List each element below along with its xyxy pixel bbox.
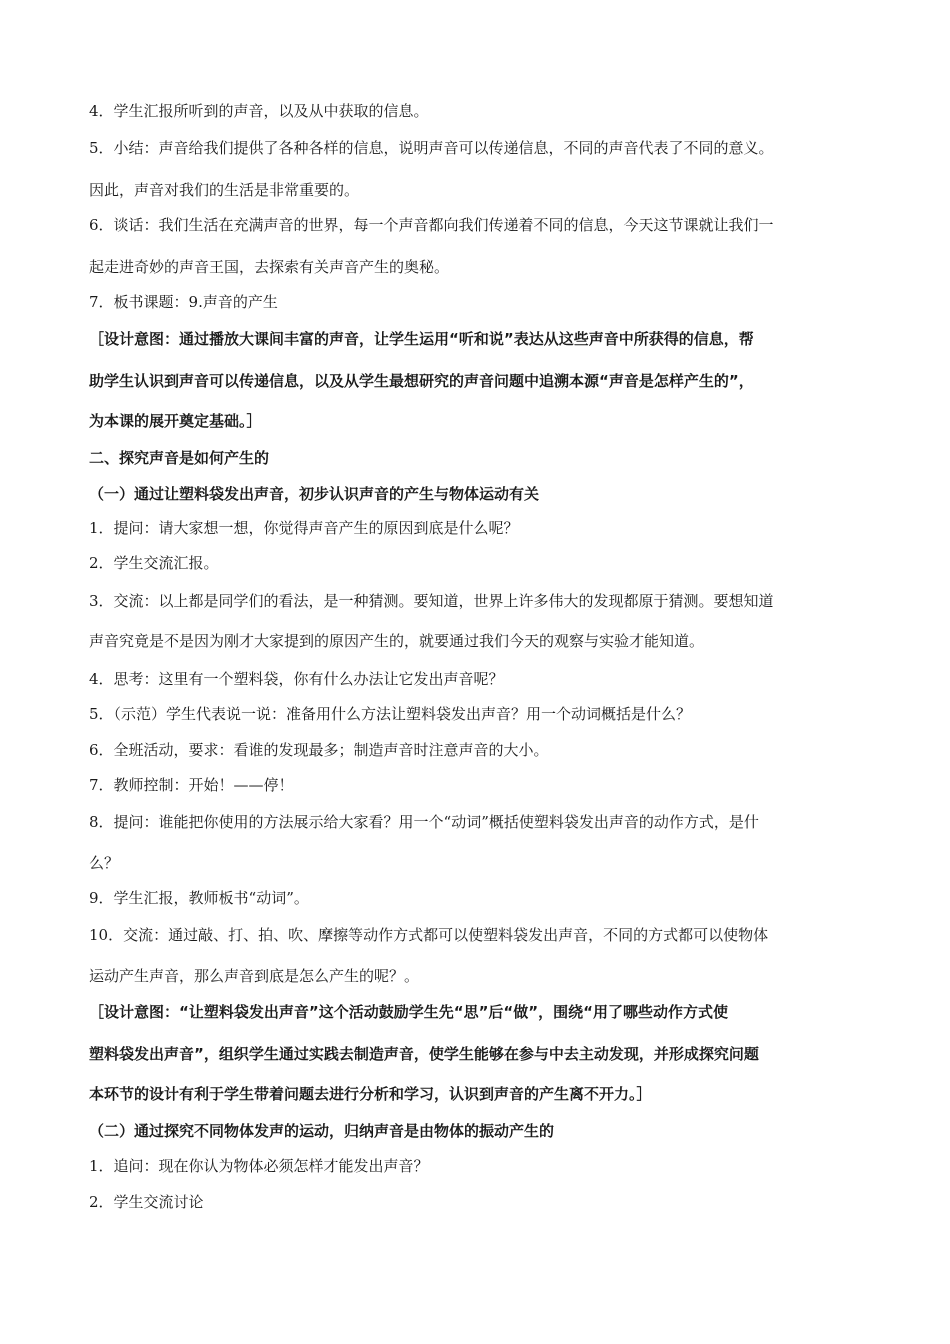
text-line: 1．提问：请大家想一想，你觉得声音产生的原因到底是什么呢？	[89, 519, 519, 537]
design-intent-line: 本环节的设计有利于学生带着问题去进行分析和学习，认识到声音的产生离不开力。］	[89, 1085, 652, 1103]
text-line: 2．学生交流讨论	[89, 1193, 204, 1211]
text-line: 10．交流：通过敲、打、拍、吹、摩擦等动作方式都可以使塑料袋发出声音，不同的方式都可以使物体	[89, 926, 769, 944]
text-line: 1．追问：现在你认为物体必须怎样才能发出声音？	[89, 1157, 429, 1175]
design-intent-line: ［设计意图：“让塑料袋发出声音”这个活动鼓励学生先“思”后“做”，围绕“用了哪些动作方式使	[89, 1003, 729, 1021]
text-line: 6．全班活动，要求：看谁的发现最多；制造声音时注意声音的大小。	[89, 741, 549, 759]
subsection-heading: （一）通过让塑料袋发出声音，初步认识声音的产生与物体运动有关	[89, 485, 540, 503]
text-line: 么？	[89, 854, 120, 872]
text-line: 7．板书课题：9.声音的产生	[89, 293, 278, 311]
design-intent-line: ［设计意图：通过播放大课间丰富的声音，让学生运用“听和说”表达从这些声音中所获得的信息，帮	[89, 330, 754, 348]
text-line: 4．学生汇报所听到的声音，以及从中获取的信息。	[89, 102, 429, 120]
text-line: 起走进奇妙的声音王国，去探索有关声音产生的奥秘。	[89, 258, 450, 276]
text-line: 9．学生汇报，教师板书“动词”。	[89, 889, 309, 907]
text-line: 运动产生声音，那么声音到底是怎么产生的呢？。	[89, 967, 420, 985]
text-line: 因此，声音对我们的生活是非常重要的。	[89, 181, 360, 199]
subsection-heading: （二）通过探究不同物体发声的运动，归纳声音是由物体的振动产生的	[89, 1122, 555, 1140]
text-line: 4．思考：这里有一个塑料袋，你有什么办法让它发出声音呢？	[89, 670, 504, 688]
text-line: 6．谈话：我们生活在充满声音的世界，每一个声音都向我们传递着不同的信息，今天这节课就让我们一	[89, 216, 774, 234]
text-line: 2．学生交流汇报。	[89, 554, 219, 572]
text-line: 5．（示范）学生代表说一说：准备用什么方法让塑料袋发出声音？用一个动词概括是什么？	[89, 705, 692, 723]
design-intent-line: 塑料袋发出声音”，组织学生通过实践去制造声音，使学生能够在参与中去主动发现，并形成探究问题	[89, 1045, 759, 1063]
design-intent-line: 为本课的展开奠定基础。］	[89, 412, 262, 430]
text-line: 声音究竟是不是因为刚才大家提到的原因产生的，就要通过我们今天的观察与实验才能知道。	[89, 632, 705, 650]
text-line: 3．交流：以上都是同学们的看法，是一种猜测。要知道，世界上许多伟大的发现都原于猜测。要想知道	[89, 592, 774, 610]
design-intent-line: 助学生认识到声音可以传递信息，以及从学生最想研究的声音问题中追溯本源“声音是怎样产生的”，	[89, 372, 754, 390]
text-line: 5．小结：声音给我们提供了各种各样的信息，说明声音可以传递信息，不同的声音代表了不同的意义。	[89, 139, 774, 157]
text-line: 7．教师控制：开始！——停！	[89, 776, 294, 794]
text-line: 8．提问：谁能把你使用的方法展示给大家看？用一个“动词”概括使塑料袋发出声音的动作方式，是什	[89, 813, 759, 831]
section-heading: 二、探究声音是如何产生的	[89, 449, 270, 467]
